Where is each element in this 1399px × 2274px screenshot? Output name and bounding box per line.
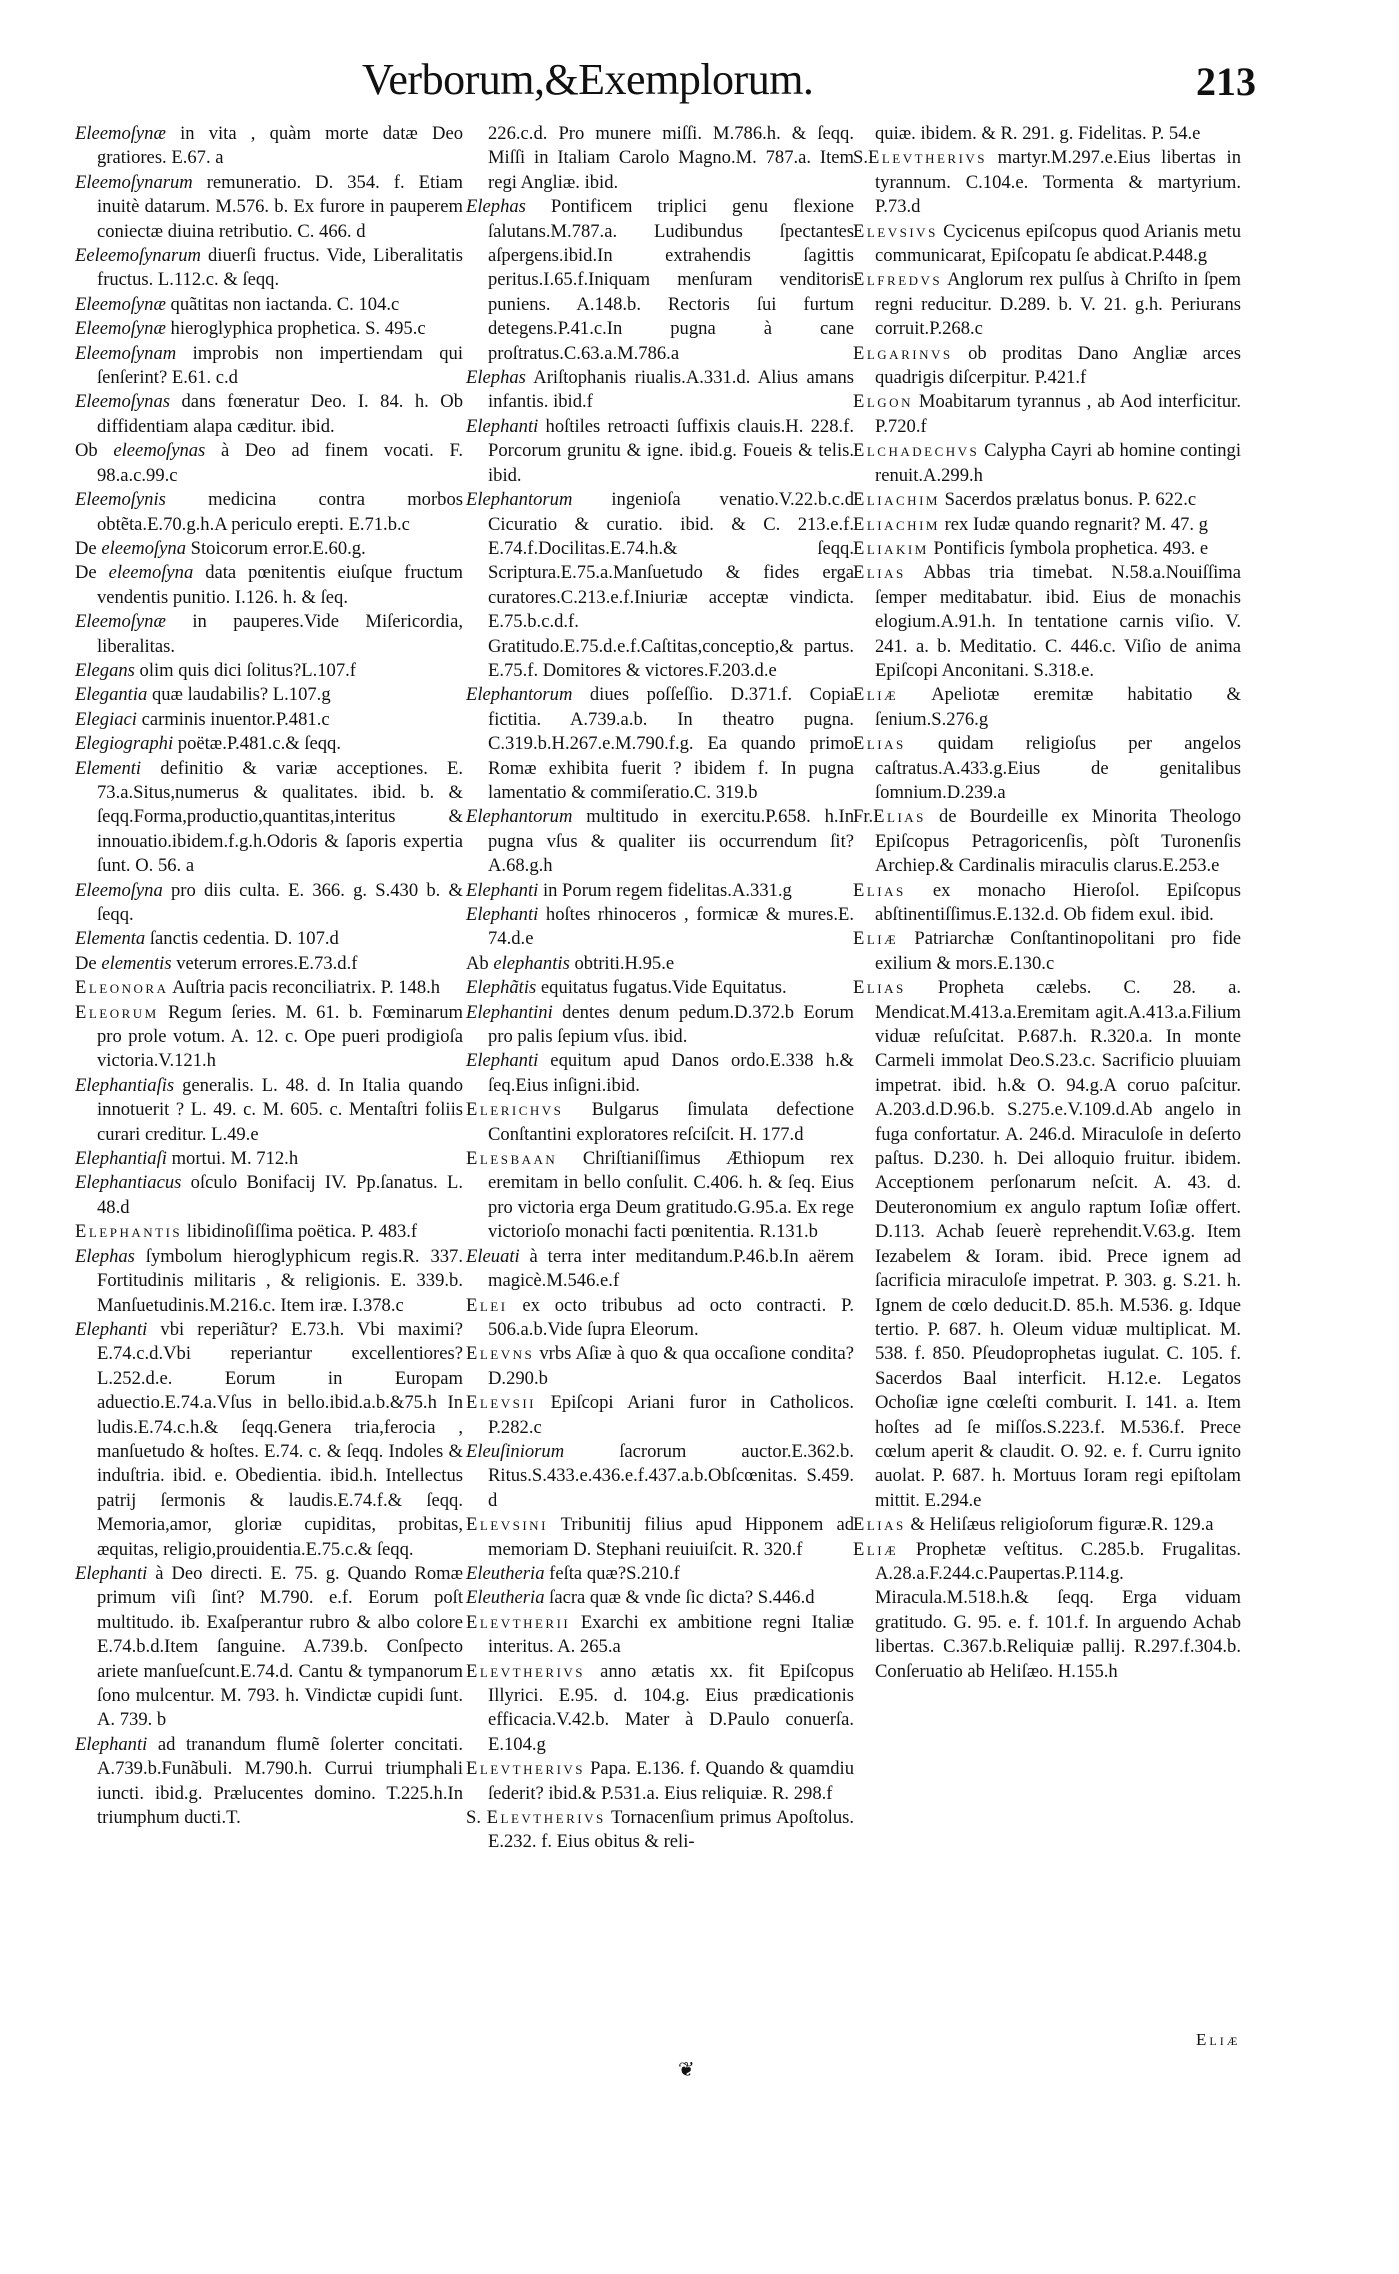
index-column-right xyxy=(853,122,1241,1684)
entry-text: quæ laudabilis? L.107.g xyxy=(147,684,331,706)
index-entry xyxy=(853,927,1241,976)
entry-headword: elephantis xyxy=(493,952,570,974)
index-entry xyxy=(75,537,463,561)
entry-text: hieroglyphica prophetica. S. 495.c xyxy=(165,318,426,340)
index-entry xyxy=(853,439,1241,488)
index-column-left xyxy=(75,122,463,1830)
index-entry xyxy=(75,610,463,659)
entry-text: Tornacenſium primus Apoſtolus. E.232. f. Eius obitus & reli- xyxy=(488,1807,854,1853)
index-entry xyxy=(75,708,463,732)
entry-headword: Eleemoſynæ xyxy=(75,123,166,144)
entry-headword: Eleemoſynarum xyxy=(75,171,193,193)
entry-text: mortui. M. 712.h xyxy=(166,1148,299,1170)
entry-text: dans fœneratur Deo. I. 84. h. Ob diffidentiam alapa cæditur. ibid. xyxy=(97,391,463,437)
entry-text: de Bourdeille ex Minorita Theologo Epiſcopus Petragoricenſis, pòſt Turonenſis Archiep.& Cardinalis miraculis clarus.E.253.e xyxy=(875,806,1241,877)
index-entry xyxy=(75,390,463,439)
index-entry xyxy=(853,1513,1241,1537)
index-entry xyxy=(853,561,1241,683)
entry-headword: Eeleemoſynarum xyxy=(75,245,201,267)
index-entry xyxy=(466,903,854,952)
entry-text: Moabitarum tyrannus , ab Aod interficitur. P.720.f xyxy=(875,391,1241,437)
entry-headword: Elgon xyxy=(853,391,913,413)
index-entry xyxy=(853,488,1241,512)
entry-headword: Elevns xyxy=(466,1343,535,1365)
entry-headword: Elias xyxy=(853,562,906,584)
index-entry xyxy=(75,244,463,293)
entry-headword: Eleuſiniorum xyxy=(466,1440,565,1462)
index-entry xyxy=(75,1001,463,1074)
entry-text: generalis. L. 48. d. In Italia quando innotuerit ? L. 49. c. M. 605. c. Mentaſtri foliis curari creditur. L.49.e xyxy=(97,1074,463,1145)
index-entry xyxy=(853,1538,1241,1684)
entry-headword: Elevsivs xyxy=(853,220,938,242)
entry-text: in vita , quàm morte datæ Deo gratiores. E.67. a xyxy=(97,123,463,169)
index-entry xyxy=(466,1586,854,1610)
entry-headword: Elias xyxy=(853,879,906,901)
entry-text: Prophetæ veſtitus. C.285.b. Frugalitas. A.28.a.F.244.c.Paupertas.P.114.g. Miracula.M.518.h.& ſeqq. Erga viduam gratitudo. G. 95. e. f. 101.f. In arguendo Achab libertas. C.367.b.Reliquiæ pallij. R.297.f.304.b. Conſeruatio ab Heliſæo. H.155.h xyxy=(875,1538,1241,1682)
index-entry xyxy=(466,1660,854,1758)
index-entry xyxy=(853,732,1241,805)
index-entry-continuation xyxy=(466,122,854,195)
entry-headword: Elegiographi xyxy=(75,733,174,755)
entry-headword: Elephanti xyxy=(75,1733,148,1755)
entry-text: à terra inter meditandum.P.46.b.In aërem magicè.M.546.e.f xyxy=(488,1245,854,1292)
entry-text: diues poſſeſſio. D.371.f. Copia fictitia. A.739.a.b. In theatro pugna. C.319.b.H.267.e.M.790.f.g. Ea quando primo Romæ exhibita fuerit ? ibidem f. In pugna lamentatio & commiſeratio.C. 319.b xyxy=(488,684,854,803)
entry-text: à Deo directi. E. 75. g. Quando Romæ primum viſi ſint? M.790. e.f. Eorum poſt multitudo. ib. Exaſperantur rubro & albo colore E.74.b.d.Item ſanguine. A.739.b. Conſpecto ariete manſueſcunt.E.74.d. Cantu & tympanorum ſono mulcentur. M. 793. h. Vindictæ cupidi ſunt. A. 739. b xyxy=(97,1562,463,1731)
entry-text: ob proditas Dano Angliæ arces quadrigis diſcerpitur. P.421.f xyxy=(875,342,1241,389)
entry-text: ad tranandum flumẽ ſolerter concitati. A.739.b.Funãbuli. M.790.h. Currui triumphali iuncti. ibid.g. Prælucentes domino. T.225.h.In triumphum ducti.T. xyxy=(97,1733,463,1829)
index-entry xyxy=(466,976,854,1000)
entry-prefix: S. xyxy=(853,147,868,169)
entry-headword: Elevsini xyxy=(466,1514,548,1536)
entry-headword: Elevtherii xyxy=(466,1611,571,1633)
index-entry xyxy=(75,1318,463,1562)
entry-text: Chriſtianiſſimus Æthiopum rex eremitam in bello conſulit. C.406. h. & ſeq. Eius pro victoria erga Deum gratitudo.G.95.a. Ex rege victorioſo monachi facti pœnitentia. R.131.b xyxy=(488,1148,854,1243)
index-entry xyxy=(75,879,463,928)
entry-headword: Eliæ xyxy=(853,928,899,950)
entry-headword: Eliæ xyxy=(853,1538,899,1560)
entry-headword: Eliæ xyxy=(853,684,899,706)
index-entry xyxy=(466,1294,854,1343)
entry-text: quãtitas non iactanda. C. 104.c xyxy=(165,293,400,315)
index-entry xyxy=(853,537,1241,561)
index-entry xyxy=(466,488,854,683)
running-title: Verborum,&Exemplorum. xyxy=(362,55,814,104)
index-entry xyxy=(853,342,1241,391)
page-number: 213 xyxy=(1196,59,1256,104)
entry-headword: Eleemoſynæ xyxy=(75,611,166,633)
entry-headword: Eleemoſynæ xyxy=(75,318,166,340)
index-entry xyxy=(75,171,463,244)
index-entry xyxy=(466,805,854,878)
entry-headword: Elephanti xyxy=(466,1050,539,1072)
index-entry xyxy=(853,683,1241,732)
entry-headword: Elephãtis xyxy=(466,977,537,999)
entry-headword: Elementi xyxy=(75,757,142,779)
entry-headword: Elegans xyxy=(75,659,135,681)
entry-headword: eleemoſynas xyxy=(113,440,206,462)
entry-text: hoſtes rhinoceros , formicæ & mures.E. 74.d.e xyxy=(488,904,854,950)
index-entry-continuation xyxy=(853,122,1241,146)
entry-text: Patriarchæ Conſtantinopolitani pro fide exilium & mors.E.130.c xyxy=(875,928,1241,974)
entry-text: martyr.M.297.e.Eius libertas in tyrannum. C.104.e. Tormenta & martyrium. P.73.d xyxy=(875,147,1241,218)
entry-headword: Eleemoſyna xyxy=(75,879,163,901)
entry-headword: Eleemoſynas xyxy=(75,391,171,413)
entry-headword: Eliachim xyxy=(853,513,940,535)
index-entry xyxy=(75,293,463,317)
index-entry xyxy=(466,1342,854,1391)
entry-text: veterum errores.E.73.d.f xyxy=(171,952,358,974)
entry-text: anno ætatis xx. fit Epiſcopus Illyrici. E.95. d. 104.g. Eius prædicationis efficacia.V.42.b. Mater à D.Paulo conuerſa. E.104.g xyxy=(488,1660,854,1755)
index-entry xyxy=(853,513,1241,537)
entry-headword: Elephanti xyxy=(466,415,539,437)
entry-text: obtriti.H.95.e xyxy=(569,952,675,974)
entry-prefix: De xyxy=(75,952,102,974)
entry-text: dentes denum pedum.D.372.b Eorum pro palis ſepium vſus. ibid. xyxy=(488,1001,854,1048)
entry-headword: Elephanti xyxy=(466,904,539,925)
entry-text: in Porum regem fidelitas.A.331.g xyxy=(538,879,792,901)
entry-headword: elementis xyxy=(101,952,172,974)
entry-headword: eleemoſyna xyxy=(101,537,187,559)
index-entry xyxy=(853,390,1241,439)
index-entry xyxy=(466,1049,854,1098)
index-entry xyxy=(466,1440,854,1513)
entry-text: Stoicorum error.E.60.g. xyxy=(186,537,366,559)
entry-headword: Elephanti xyxy=(75,1318,148,1340)
entry-text: definitio & variæ acceptiones. E. 73.a.Situs,numerus & qualitates. ibid. b. & ſeqq.Forma,productio,quantitas,interitus & innouatio.ibidem.f.g.h.Odoris & ſaporis expertia ſunt. O. 56. a xyxy=(97,757,463,877)
entry-headword: Elephantorum xyxy=(466,806,573,828)
entry-prefix: S. xyxy=(466,1807,487,1829)
entry-headword: Elephantis xyxy=(75,1221,183,1243)
entry-headword: Elevtherivs xyxy=(466,1660,586,1682)
entry-headword: Elephas xyxy=(466,196,526,218)
entry-prefix: De xyxy=(75,537,102,559)
entry-text: Ariſtophanis riualis.A.331.d. Alius amans infantis. ibid.f xyxy=(488,367,854,413)
catchword: Eliæ xyxy=(1196,2030,1241,2049)
index-entry xyxy=(466,1245,854,1294)
index-entry xyxy=(75,1220,463,1244)
index-entry xyxy=(75,1562,463,1733)
entry-headword: Eleutheria xyxy=(466,1587,545,1609)
entry-text: in pauperes.Vide Miſericordia, liberalitas. xyxy=(97,611,463,657)
index-entry xyxy=(75,1245,463,1318)
entry-headword: Eleemoſynæ xyxy=(75,293,166,315)
entry-text: feſta quæ?S.210.f xyxy=(544,1562,680,1584)
entry-headword: eleemoſyna xyxy=(108,562,194,584)
entry-text: Regum ſeries. M. 61. b. Fœminarum pro prole votum. A. 12. c. Ope pueri prodigioſa victoria.V.121.h xyxy=(97,1001,463,1072)
index-entry xyxy=(466,952,854,976)
entry-text: libidinoſiſſima poëtica. P. 483.f xyxy=(182,1221,418,1243)
index-entry xyxy=(466,1147,854,1245)
entry-text: vrbs Aſiæ à quo & qua occaſione condita? D.290.b xyxy=(488,1343,854,1389)
entry-headword: Elias xyxy=(873,806,926,828)
entry-text: diuerſi fructus. Vide, Liberalitatis fructus. L.112.c. & ſeqq. xyxy=(97,245,463,291)
entry-headword: Eleutheria xyxy=(466,1562,545,1584)
entry-text: Cycicenus epiſcopus quod Arianis metu communicarat, Epiſcopatu ſe abdicat.P.448.g xyxy=(875,220,1241,267)
index-entry xyxy=(853,976,1241,1513)
entry-headword: Elephantiaſi xyxy=(75,1148,167,1170)
entry-text: vbi reperiãtur? E.73.h. Vbi maximi?E.74.c.d.Vbi reperiantur excellentiores?L.252.d.e. Eorum in Europam aduectio.E.74.a.Vſus in bello.ibid.a.b.&75.h In ludis.E.74.c.h.& ſeqq.Genera tria,ferocia , manſuetudo & hoſtes. E.74. c. & ſeqq. Indoles & induſtria. ibid. e. Obedientia. ibid.h. Intellectus patrij ſermonis & laudis.E.74.f.& ſeqq. Memoria,amor, gloriæ cupiditas, probitas, æquitas, religio,prouidentia.E.75.c.& ſeqq. xyxy=(97,1318,463,1560)
index-entry xyxy=(75,122,463,171)
entry-headword: Elephanti xyxy=(75,1562,148,1584)
index-entry xyxy=(466,1757,854,1806)
entry-headword: Elgarinvs xyxy=(853,342,953,364)
entry-headword: Eleemoſynis xyxy=(75,489,166,511)
entry-prefix: Ab xyxy=(466,952,494,974)
index-entry xyxy=(75,757,463,879)
entry-text: poëtæ.P.481.c.& ſeqq. xyxy=(173,733,341,755)
index-entry xyxy=(75,952,463,976)
entry-headword: Eleemoſynam xyxy=(75,342,177,364)
index-entry xyxy=(75,683,463,707)
entry-headword: Elevtherivs xyxy=(868,147,988,169)
entry-headword: Elephantiacus xyxy=(75,1172,182,1194)
entry-prefix: Ob xyxy=(75,440,114,462)
entry-text: Tribunitij filius apud Hipponem ad memoriam D. Stephani reuiuiſcit. R. 320.f xyxy=(488,1514,854,1560)
index-entry xyxy=(466,1513,854,1562)
index-entry xyxy=(75,561,463,610)
entry-text: Pontificis ſymbola prophetica. 493. e xyxy=(928,537,1209,559)
index-entry xyxy=(75,1074,463,1147)
entry-text: data pœnitentis eiuſque fructum vendentis punitio. I.126. h. & ſeq. xyxy=(97,562,463,608)
entry-text: Bulgarus ſimulata defectione Conſtantini exploratores reſciſcit. H. 177.d xyxy=(488,1099,854,1145)
index-entry xyxy=(466,1562,854,1586)
entry-headword: Elephantorum xyxy=(466,684,573,706)
entry-text: Abbas tria timebat. N.58.a.Nouiſſima ſemper meditabatur. ibid. Eius de monachis elogium.A.91.h. In tentatione carnis viſio. V. 241. a. b. Meditatio. C. 446.c. Viſio de anima Epiſcopi Anconitani. S.318.e. xyxy=(875,562,1241,681)
index-entry xyxy=(75,1733,463,1831)
entry-headword: Elephantiaſis xyxy=(75,1074,175,1096)
entry-text: 226.c.d. Pro munere miſſi. M.786.h. & ſeqq. Miſſi in Italiam Carolo Magno.M. 787.a. Item regi Angliæ. ibid. xyxy=(488,123,854,193)
entry-headword: Elias xyxy=(853,977,906,999)
entry-headword: Elephantorum xyxy=(466,489,573,511)
index-entry xyxy=(466,683,854,805)
entry-text: ſymbolum hieroglyphicum regis.R. 337. Fortitudinis militaris , & religionis. E. 339.b. Manſuetudinis.M.216.c. Item iræ. I.378.c xyxy=(97,1245,463,1316)
entry-text: ſanctis cedentia. D. 107.d xyxy=(145,928,339,950)
entry-headword: Elerichvs xyxy=(466,1099,564,1121)
entry-text: Sacerdos prælatus bonus. P. 622.c xyxy=(939,489,1197,511)
entry-text: Calypha Cayri ab homine contingi renuit.A.299.h xyxy=(875,440,1241,486)
entry-headword: Elfredvs xyxy=(853,269,943,291)
entry-headword: Elephas xyxy=(466,367,526,389)
index-entry xyxy=(75,488,463,537)
entry-text: ſacra quæ & vnde ſic dicta? S.446.d xyxy=(544,1587,815,1609)
entry-text: Propheta cælebs. C. 28. a. Mendicat.M.413.a.Eremitam agit.A.413.a.Filium viduæ reſuſcitat. P.687.h. R.320.a. In monte Carmeli immolat Deo.S.23.c. Sacrificio pluuiam impetrat. ibid. h.& O. 94.g.A coruo paſcitur. A.203.d.D.96.b. S.275.e.V.109.d.Ab angelo in fuga confortatur. A. 246.d. Miraculoſe in deſerto paſtus. D.230. h. Dei alloquio fruitur. ibidem. Acceptionem perſonarum neſcit. A. 43. d. Deuteronomium ex angulo raptum Ioſiæ offert. D.113. Achab ſeuerè reprehendit.V.63.g. Item Iezabelem & Ioram. ibid. Prece ignem ad ſacrificia miraculoſe impetrat. P. 303. g. S.21. h. Ignem de cœlo deducit.D. 85.h. M.536. g. Idque tertio. P. 687. h. Oleum viduæ multiplicat. M. 538. f. 850. Pſeudoprophetas iugulat. C. 105. f. Sacerdos Baal interficit. H.12.e. Legatos Ochoſiæ igne cœleſti comburit. I. 141. a. Item hoſtes ad ſe miſſos.S.223.f. M.536.f. Prece cœlum aperit & claudit. O. 92. e. f. Curru ignito auolat. P. 687. h. Mortuus Ioram regi epiſtolam mittit. E.294.e xyxy=(875,977,1241,1511)
index-entry xyxy=(466,1806,854,1855)
entry-headword: Elesbaan xyxy=(466,1148,558,1170)
entry-text: ingenioſa venatio.V.22.b.c.d Cicuratio & curatio. ibid. & C. 213.e.f. E.74.f.Docilitas.E.74.h.& ſeqq. Scriptura.E.75.a.Manſuetudo & fides erga curatores.C.213.e.f.Iniuriæ acceptæ vindicta. E.75.b.c.d.f. Gratitudo.E.75.d.e.f.Caſtitas,conceptio,& partus. E.75.f. Domitores & victores.F.203.d.e xyxy=(488,489,854,681)
entry-headword: Elevtherivs xyxy=(486,1807,606,1829)
entry-text: à Deo ad finem vocati. F. 98.a.c.99.c xyxy=(97,440,463,486)
entry-text: Papa. E.136. f. Quando & quamdiu ſederit? ibid.& P.531.a. Eius reliquiæ. R. 298.f xyxy=(488,1758,854,1804)
index-entry xyxy=(75,342,463,391)
entry-headword: Elegantia xyxy=(75,684,148,706)
entry-text: pro diis culta. E. 366. g. S.430 b. & ſeqq. xyxy=(97,879,463,925)
entry-text: medicina contra morbos obtẽta.E.70.g.h.A periculo erepti. E.71.b.c xyxy=(97,489,463,535)
index-column-middle xyxy=(466,122,854,1855)
entry-headword: Elei xyxy=(466,1294,508,1316)
entry-headword: Elegiaci xyxy=(75,708,137,730)
entry-text: equitatus fugatus.Vide Equitatus. xyxy=(536,977,787,999)
index-entry xyxy=(75,659,463,683)
index-entry xyxy=(75,927,463,951)
entry-headword: Elevsii xyxy=(466,1392,537,1414)
entry-text: carminis inuentor.P.481.c xyxy=(136,708,330,730)
entry-text: & Heliſæus religioſorum figuræ.R. 129.a xyxy=(905,1514,1214,1536)
entry-headword: Elevtherivs xyxy=(466,1758,586,1780)
index-entry xyxy=(466,1001,854,1050)
entry-text: oſculo Bonifacij IV. Pp.ſanatus. L. 48.d xyxy=(97,1172,463,1218)
index-entry xyxy=(853,268,1241,341)
entry-headword: Eleonora xyxy=(75,977,169,999)
entry-text: ex octo tribubus ad octo contracti. P. 506.a.b.Vide ſupra Eleorum. xyxy=(488,1294,854,1340)
entry-headword: Elephantini xyxy=(466,1001,553,1023)
entry-text: improbis non impertiendam qui ſenſerint? E.61. c.d xyxy=(97,342,463,389)
entry-text: Anglorum rex pulſus à Chriſto in ſpem regni reducitur. D.289. b. V. 21. g.h. Periurans corruit.P.268.c xyxy=(875,269,1241,340)
page-header xyxy=(0,44,1399,124)
printer-ornament-icon: ❦ xyxy=(678,2059,695,2081)
entry-text: hoſtiles retroacti ſuffixis clauis.H. 228.f. Porcorum grunitu & igne. ibid.g. Foueis & telis. ibid. xyxy=(488,415,854,486)
entry-text: quidam religioſus per angelos caſtratus.A.433.g.Eius de genitalibus ſomnium.D.239.a xyxy=(875,733,1241,803)
entry-headword: Eliachim xyxy=(853,489,940,511)
entry-text: multitudo in exercitu.P.658. h.In pugna vſus & qualiter iis occurrendum ſit? A.68.g.h xyxy=(488,806,854,877)
entry-headword: Elementa xyxy=(75,928,146,950)
index-entry xyxy=(853,879,1241,928)
index-entry xyxy=(853,146,1241,219)
entry-headword: Eliakim xyxy=(853,537,929,559)
entry-text: Pontificem triplici genu flexione ſalutans.M.787.a. Ludibundus ſpectantes aſpergens.ibid.In extrahendis ſagittis peritus.I.65.f.Iniquam menſuram venditoris puniens. A.148.b. Rectoris ſui furtum detegens.P.41.c.In pugna à cane proſtratus.C.63.a.M.786.a xyxy=(488,196,854,364)
entry-headword: Elias xyxy=(853,1514,906,1536)
entry-headword: Elchadechvs xyxy=(853,440,980,462)
index-entry xyxy=(853,805,1241,878)
entry-prefix: Fr. xyxy=(853,806,874,828)
index-entry xyxy=(75,317,463,341)
entry-text: olim quis dici ſolitus?L.107.f xyxy=(134,659,356,681)
entry-text: remuneratio. D. 354. f. Etiam inuitè datarum. M.576. b. Ex furore in pauperem coniectæ diuina retributio. C. 466. d xyxy=(97,171,463,242)
entry-headword: Eleorum xyxy=(75,1001,159,1023)
entry-text: rex Iudæ quando regnarit? M. 47. g xyxy=(939,513,1208,535)
index-entry xyxy=(75,1147,463,1171)
index-entry xyxy=(466,366,854,415)
entry-headword: Eleuati xyxy=(466,1245,520,1267)
entry-text: ex monacho Hieroſol. Epiſcopus abſtinentiſſimus.E.132.d. Ob fidem exul. ibid. xyxy=(875,879,1241,925)
index-entry xyxy=(75,976,463,1000)
index-entry xyxy=(466,195,854,366)
entry-prefix: De xyxy=(75,562,109,584)
entry-headword: Elephanti xyxy=(466,879,539,901)
index-entry xyxy=(466,879,854,903)
entry-text: ſacrorum auctor.E.362.b. Ritus.S.433.e.436.e.f.437.a.b.Obſcœnitas. S.459. d xyxy=(488,1440,854,1511)
entry-text: Auſtria pacis reconciliatrix. P. 148.h xyxy=(168,977,441,999)
index-entry xyxy=(853,220,1241,269)
entry-text: Exarchi ex ambitione regni Italiæ interitus. A. 265.a xyxy=(488,1611,854,1658)
index-entry xyxy=(466,1098,854,1147)
index-entry xyxy=(466,1611,854,1660)
entry-text: equitum apud Danos ordo.E.338 h.& ſeq.Eius inſigni.ibid. xyxy=(488,1050,854,1096)
index-entry xyxy=(466,1391,854,1440)
entry-text: quiæ. ibidem. & R. 291. g. Fidelitas. P. 54.e xyxy=(875,123,1201,144)
index-entry xyxy=(75,439,463,488)
entry-headword: Elias xyxy=(853,733,906,755)
index-entry xyxy=(75,732,463,756)
entry-headword: Elephas xyxy=(75,1245,135,1267)
entry-text: Epiſcopi Ariani furor in Catholicos. P.282.c xyxy=(488,1392,854,1438)
entry-text: Apeliotæ eremitæ habitatio & ſenium.S.276.g xyxy=(875,684,1241,730)
index-entry xyxy=(466,415,854,488)
index-entry xyxy=(75,1171,463,1220)
